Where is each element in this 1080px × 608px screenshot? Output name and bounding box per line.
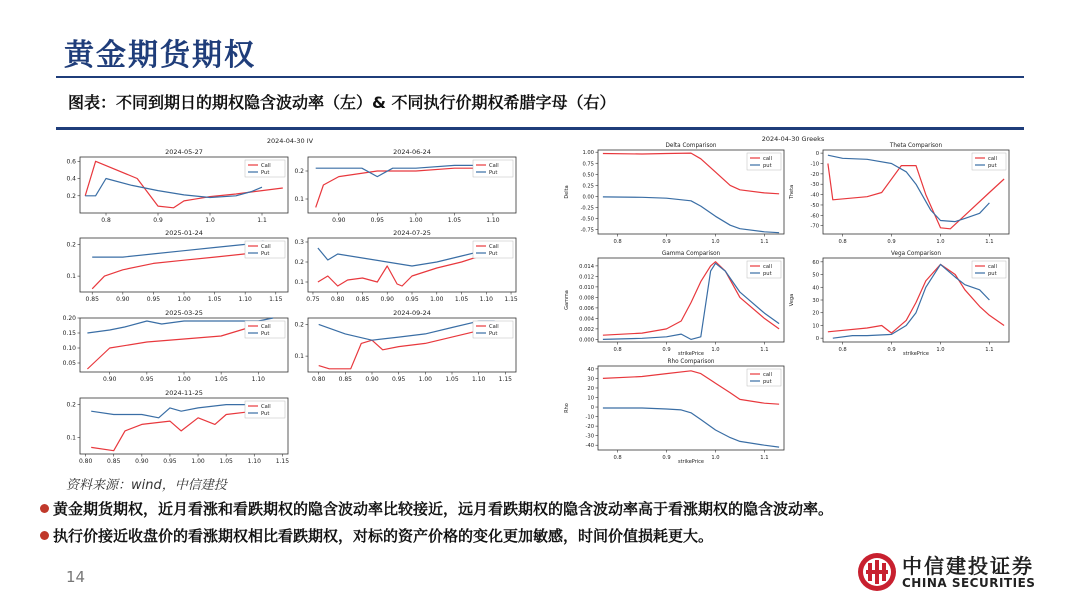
legend-label-put: put [988,271,997,277]
x-tick-label: 0.80 [78,458,93,465]
y-tick-label: 0.1 [66,434,76,442]
y-tick-label: -60 [810,213,819,220]
y-tick-label: 10 [587,395,594,402]
legend-label-put: Put [261,251,270,257]
x-tick-label: 0.8 [838,239,847,245]
y-tick-label: -70 [810,223,819,230]
x-tick-label: 0.80 [311,376,326,383]
x-tick-label: 0.9 [662,455,671,461]
y-tick-label: 0.2 [66,192,76,200]
panel-title: Delta Comparison [665,143,717,149]
bullet-item-1 [40,498,833,519]
y-tick-label: 20 [587,385,594,392]
x-tick-label: 0.8 [613,239,622,245]
y-axis-label: Rho [564,403,570,413]
y-tick-label: 0.002 [579,326,594,333]
legend-label-put: Put [489,331,498,337]
figure-suptitle: 2024-04-30 Greeks [761,135,825,143]
x-tick-label: 1.10 [486,217,500,224]
x-tick-label: 1.10 [471,376,486,383]
y-tick-label: 0.4 [66,175,76,183]
panel-title: Rho Comparison [667,359,715,365]
x-tick-label: 1.00 [177,376,191,383]
y-tick-label: 0.50 [582,172,594,179]
x-tick-label: 0.8 [838,347,847,353]
legend-label-call: call [763,264,772,270]
legend-label-put: put [988,163,997,169]
legend-label-call: Call [489,324,499,330]
x-tick-label: 0.95 [405,296,419,303]
y-axis-label: Gamma [564,290,570,310]
x-tick-label: 0.90 [116,296,130,303]
y-tick-label: 0.05 [62,360,76,367]
x-tick-label: 1.0 [936,239,945,245]
y-tick-label: -0.50 [580,216,594,223]
y-tick-label: -30 [810,182,819,189]
x-tick-label: 1.10 [238,296,252,303]
x-tick-label: 1.10 [247,458,261,465]
x-tick-label: 1.00 [430,296,444,303]
x-tick-label: 1.1 [760,239,769,245]
y-tick-label: 0.2 [294,168,304,175]
y-tick-label: 0.6 [66,158,76,166]
y-tick-label: 50 [812,272,819,279]
legend-label-put: put [763,379,772,385]
panel-title: 2024-06-24 [393,148,431,156]
y-tick-label: 0.000 [579,337,594,344]
x-tick-label: 0.95 [146,296,161,303]
y-tick-label: -40 [810,192,819,199]
panel-title: Vega Comparison [891,251,941,257]
x-tick-label: 1.05 [214,376,228,383]
y-axis-label: Delta [564,185,570,199]
legend-label-call: Call [261,163,271,169]
bullet-item-2 [40,525,713,546]
legend-label-put: put [763,271,772,277]
y-tick-label: 0 [590,405,594,412]
x-tick-label: 1.05 [219,458,233,465]
y-tick-label: 0 [815,336,819,343]
y-tick-label: 0.008 [579,295,594,302]
legend-label-call: Call [489,244,499,250]
y-tick-label: 0.3 [294,239,304,246]
x-tick-label: 0.95 [391,376,406,383]
company-logo [856,548,1046,596]
x-tick-label: 1.05 [207,296,222,303]
legend-label-call: call [763,156,772,162]
x-axis-label: strikePrice [677,351,705,357]
source-note: 资料来源：wind，中信建投 [66,478,227,493]
x-tick-label: 1.1 [985,347,994,353]
x-tick-label: 0.8 [613,455,622,461]
x-tick-label: 0.85 [355,296,370,303]
y-tick-label: -10 [810,161,819,168]
panel-title: 2024-09-24 [393,309,431,317]
x-tick-label: 1.1 [985,239,994,245]
x-tick-label: 1.00 [418,376,433,383]
x-tick-label: 0.95 [140,376,154,383]
y-tick-label: 0.2 [66,401,76,409]
y-tick-label: 0.010 [579,284,594,291]
legend-label-call: call [988,264,997,270]
figure-caption: 图表：不同到期日的期权隐含波动率（左）& 不同执行价期权希腊字母（右） [68,93,616,112]
x-tick-label: 1.15 [498,376,513,383]
x-tick-label: 0.90 [380,296,394,303]
x-tick-label: 1.10 [251,376,265,383]
y-tick-label: -40 [585,443,594,450]
x-tick-label: 1.15 [269,296,283,303]
y-tick-label: 0.012 [579,274,594,281]
x-tick-label: 0.75 [306,296,320,303]
x-tick-label: 0.90 [365,376,379,383]
y-tick-label: 30 [812,298,819,304]
y-tick-label: 1.00 [582,150,594,157]
x-axis-label: strikePrice [902,351,930,357]
y-axis-label: Vega [789,293,795,307]
panel-title: 2024-05-27 [165,148,203,156]
legend-label-call: Call [261,324,271,330]
y-tick-label: 20 [812,310,819,317]
panel-title: 2024-11-25 [165,389,203,397]
x-tick-label: 1.0 [711,347,720,353]
y-tick-label: -50 [810,202,819,209]
legend-label-put: put [763,163,772,169]
y-tick-label: 0.1 [294,353,304,361]
x-tick-label: 0.9 [887,347,896,353]
x-tick-label: 0.9 [887,239,896,245]
panel-title: 2025-01-24 [165,229,203,237]
y-tick-label: 0.006 [579,305,594,312]
x-axis-label: strikePrice [677,459,705,465]
x-tick-label: 0.8 [613,347,622,353]
legend-label-put: Put [261,170,270,176]
x-tick-label: 0.95 [163,458,177,465]
y-tick-label: 30 [587,376,594,383]
y-tick-label: 0.20 [62,315,76,322]
y-tick-label: 0.15 [62,330,76,337]
y-axis-label: Theta [789,184,795,200]
y-tick-label: 40 [587,366,594,373]
x-tick-label: 1.0 [205,217,215,224]
bullet-dot-icon [40,531,49,540]
x-tick-label: 1.0 [711,455,720,461]
page-number: 14 [66,568,86,586]
x-tick-label: 1.05 [447,217,462,224]
y-tick-label: 0.00 [582,194,594,201]
logo-name-en: CHINA SECURITIES [902,576,1036,590]
x-tick-label: 0.95 [370,217,385,224]
panel-title: Theta Comparison [889,143,943,149]
x-tick-label: 0.90 [103,376,117,383]
y-tick-label: 0.75 [582,161,594,168]
x-tick-label: 0.9 [662,347,671,353]
legend-label-put: Put [489,170,498,176]
y-tick-label: -0.75 [580,227,594,234]
y-tick-label: -10 [585,414,594,421]
x-tick-label: 0.90 [332,217,346,224]
y-tick-label: -30 [585,433,594,440]
x-tick-label: 0.85 [85,296,99,303]
page-title: 黄金期货期权 [64,38,256,73]
x-tick-label: 1.1 [760,455,769,461]
x-tick-label: 1.05 [445,376,459,383]
x-tick-label: 1.00 [191,458,205,465]
x-tick-label: 0.9 [662,239,671,245]
x-tick-label: 1.00 [409,217,423,224]
y-tick-label: 0.2 [66,241,76,249]
x-tick-label: 1.00 [177,296,191,303]
x-tick-label: 0.85 [338,376,353,383]
y-tick-label: 0.2 [294,259,304,266]
x-tick-label: 0.8 [101,217,111,224]
legend-label-put: Put [261,331,270,337]
x-tick-label: 0.85 [107,458,121,465]
x-tick-label: 0.90 [135,458,149,465]
x-tick-label: 1.15 [275,458,290,465]
y-tick-label: 0.25 [582,183,594,190]
legend-label-put: Put [261,411,270,417]
x-tick-label: 1.0 [711,239,720,245]
legend-label-call: Call [261,404,271,410]
logo-name-cn: 中信建投证券 [902,554,1034,578]
y-tick-label: 0.014 [579,263,594,270]
china-securities-logo-icon [856,551,898,593]
x-tick-label: 0.9 [153,217,163,224]
x-tick-label: 1.1 [257,217,267,224]
y-tick-label: 10 [812,323,819,330]
x-tick-label: 1.05 [454,296,469,303]
panel-title: 2025-03-25 [165,309,203,317]
legend-label-put: Put [489,251,498,257]
y-tick-label: 40 [812,285,819,292]
y-tick-label: 0.004 [579,316,594,323]
legend-label-call: Call [489,163,499,169]
panel-title: 2024-07-25 [393,229,431,237]
y-tick-label: -0.25 [580,205,594,212]
legend-label-call: call [763,372,772,378]
y-tick-label: 0.1 [294,196,304,203]
x-tick-label: 1.0 [936,347,945,353]
y-tick-label: -20 [585,424,594,431]
figure-suptitle: 2024-04-30 IV [266,137,314,145]
x-tick-label: 1.15 [504,296,518,303]
y-tick-label: 60 [812,259,819,266]
legend-label-call: call [988,156,997,162]
y-tick-label: 0.10 [62,345,76,352]
y-tick-label: -20 [810,171,819,178]
x-tick-label: 1.10 [479,296,493,303]
y-tick-label: 0.2 [294,321,304,329]
bullet-dot-icon [40,504,49,513]
y-tick-label: 0 [815,151,819,158]
legend-label-call: Call [261,244,271,250]
x-tick-label: 0.80 [331,296,345,303]
bullet-text-1: 黄金期货期权，近月看涨和看跌期权的隐含波动率比较接近，远月看跌期权的隐含波动率高于看涨期权的隐含波动率。 [53,500,834,518]
bullet-text-2: 执行价接近收盘价的看涨期权相比看跌期权，对标的资产价格的变化更加敏感，时间价值损耗更大。 [53,527,714,545]
panel-title: Gamma Comparison [661,251,721,257]
y-tick-label: 0.1 [66,273,76,281]
y-tick-label: 0.1 [294,279,304,286]
x-tick-label: 1.1 [760,347,769,353]
